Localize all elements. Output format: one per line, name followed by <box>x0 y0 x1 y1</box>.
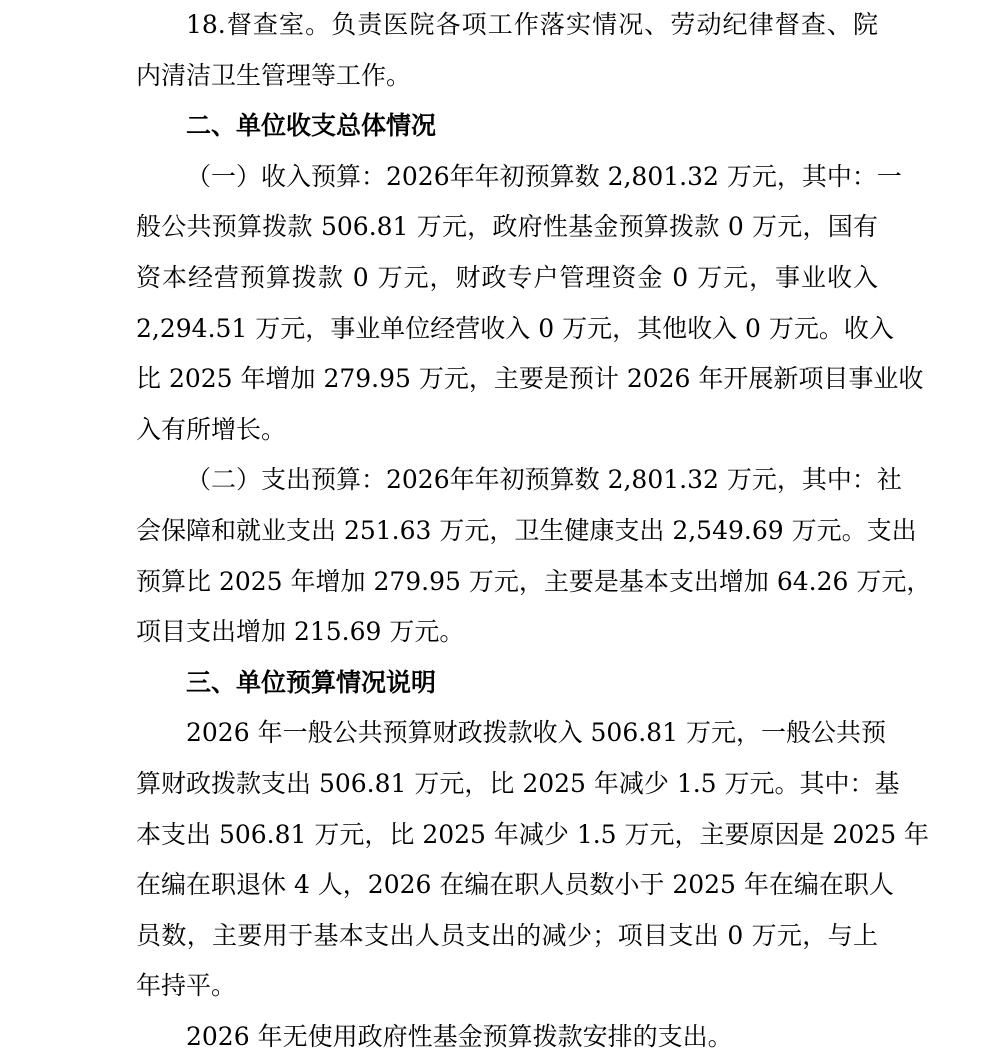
paragraph-line: 算财政拨款支出 506.81 万元，比 2025 年减少 1.5 万元。其中：基 <box>136 768 900 798</box>
document-page <box>136 0 932 1062</box>
paragraph-line: 资本经营预算拨款 0 万元，财政专户管理资金 0 万元，事业收入 <box>136 262 878 292</box>
paragraph-line: 在编在职退休 4 人，2026 在编在职人员数小于 2025 年在编在职人 <box>136 870 894 900</box>
paragraph-line: 比 2025 年增加 279.95 万元，主要是预计 2026 年开展新项目事业收 <box>136 364 924 394</box>
paragraph-line: 2026 年无使用政府性基金预算拨款安排的支出。 <box>186 1021 733 1051</box>
paragraph-line: 项目支出增加 215.69 万元。 <box>136 617 465 647</box>
paragraph-line: 入有所增长。 <box>136 414 287 444</box>
paragraph-line: 会保障和就业支出 251.63 万元，卫生健康支出 2,549.69 万元。支出 <box>136 515 917 545</box>
paragraph-line: 内清洁卫生管理等工作。 <box>136 60 412 90</box>
paragraph-line: 般公共预算拨款 506.81 万元，政府性基金预算拨款 0 万元，国有 <box>136 212 878 242</box>
paragraph-line: 员数，主要用于基本支出人员支出的减少；项目支出 0 万元，与上 <box>136 920 878 950</box>
paragraph-line: 预算比 2025 年增加 279.95 万元，主要是基本支出增加 64.26 万元， <box>136 566 932 596</box>
paragraph-line: （二）支出预算：2026年年初预算数 2,801.32 万元，其中：社 <box>186 465 902 495</box>
paragraph-line: 2,294.51 万元，事业单位经营收入 0 万元，其他收入 0 万元。收入 <box>136 313 894 343</box>
paragraph-line: 本支出 506.81 万元，比 2025 年减少 1.5 万元，主要原因是 2025 年 <box>136 819 930 849</box>
paragraph-line: 2026 年一般公共预算财政拨款收入 506.81 万元，一般公共预 <box>186 718 886 748</box>
section-heading-2: 二、单位收支总体情况 <box>186 111 437 141</box>
paragraph-line: 年持平。 <box>136 971 237 1001</box>
paragraph-line: （一）收入预算：2026年年初预算数 2,801.32 万元，其中：一 <box>186 161 902 191</box>
paragraph-line: 18.督查室。负责医院各项工作落实情况、劳动纪律督查、院 <box>186 10 878 39</box>
section-heading-3: 三、单位预算情况说明 <box>186 667 437 697</box>
